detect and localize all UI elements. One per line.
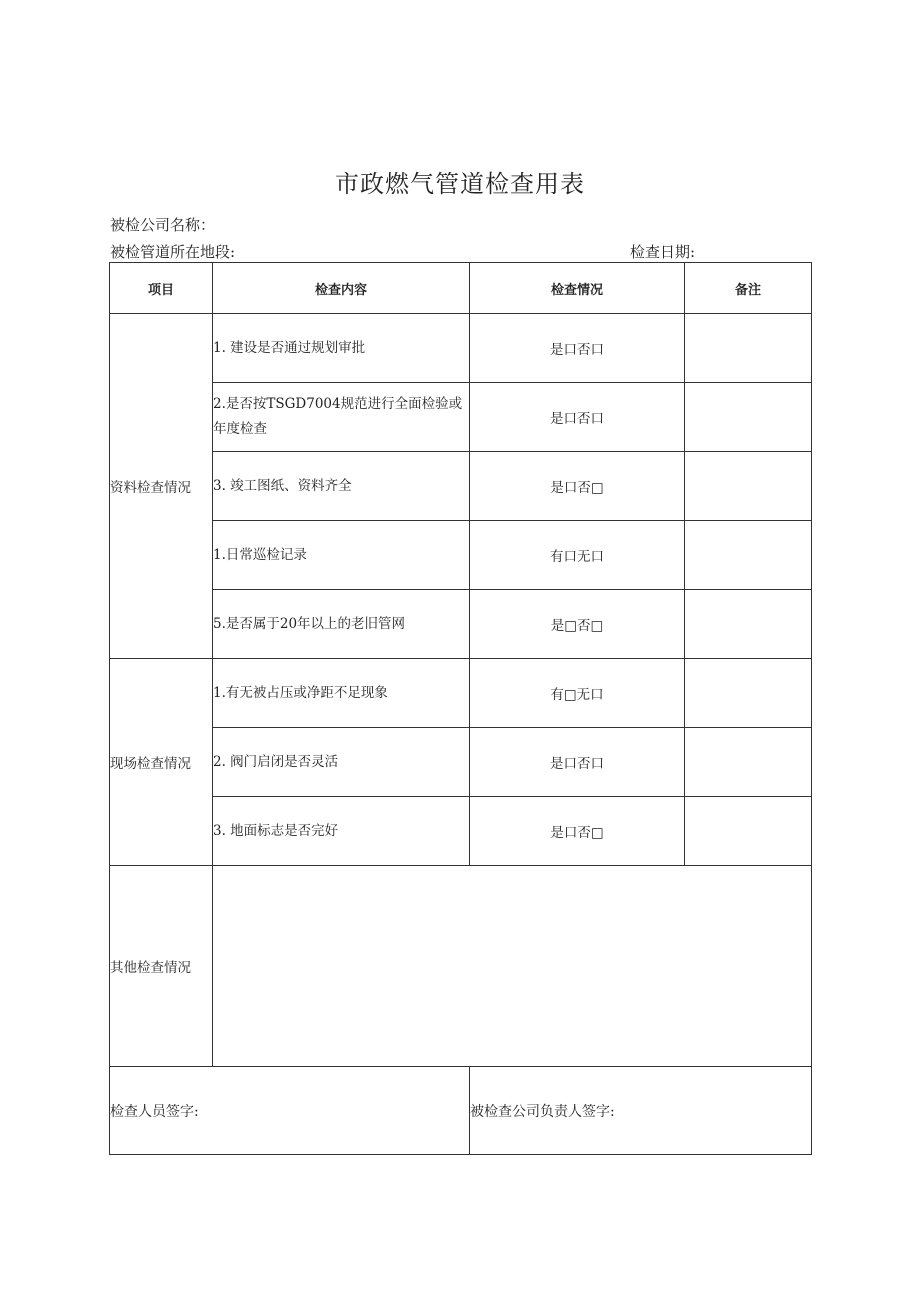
table-header-row bbox=[110, 263, 812, 314]
check-note[interactable] bbox=[685, 728, 812, 797]
header-note: 备注 bbox=[685, 263, 812, 314]
table-row bbox=[110, 797, 812, 866]
company-head-signature[interactable]: 被检查公司负责人签字: bbox=[470, 1067, 812, 1155]
check-status[interactable]: 是口否□ bbox=[470, 452, 685, 521]
signature-row bbox=[110, 1067, 812, 1155]
header-status: 检查情况 bbox=[470, 263, 685, 314]
pipeline-location-label: 被检管道所在地段: bbox=[110, 243, 236, 261]
table-row bbox=[110, 452, 812, 521]
table-row bbox=[110, 383, 812, 452]
category-other-check: 其他检查情况 bbox=[110, 866, 213, 1067]
check-note[interactable] bbox=[685, 590, 812, 659]
check-status[interactable]: 有口无口 bbox=[470, 521, 685, 590]
check-content: 1.日常巡检记录 bbox=[213, 521, 470, 590]
check-status[interactable]: 是口否口 bbox=[470, 314, 685, 383]
check-content: 2. 阀门启闭是否灵活 bbox=[213, 728, 470, 797]
table-row bbox=[110, 521, 812, 590]
inspector-signature[interactable]: 检查人员签字: bbox=[110, 1067, 470, 1155]
other-check-content[interactable] bbox=[213, 866, 812, 1067]
check-content: 3. 竣工图纸、资料齐全 bbox=[213, 452, 470, 521]
header-item: 项目 bbox=[110, 263, 213, 314]
inspection-date-label: 检查日期: bbox=[630, 243, 696, 261]
table-row bbox=[110, 728, 812, 797]
check-note[interactable] bbox=[685, 521, 812, 590]
check-status[interactable]: 是口否口 bbox=[470, 383, 685, 452]
check-note[interactable] bbox=[685, 314, 812, 383]
table-row bbox=[110, 314, 812, 383]
table-row bbox=[110, 590, 812, 659]
check-content: 1. 建设是否通过规划审批 bbox=[213, 314, 470, 383]
inspection-table bbox=[109, 262, 812, 1155]
header-content: 检查内容 bbox=[213, 263, 470, 314]
table-row bbox=[110, 659, 812, 728]
check-note[interactable] bbox=[685, 797, 812, 866]
check-content: 1.有无被占压或净距不足现象 bbox=[213, 659, 470, 728]
check-note[interactable] bbox=[685, 383, 812, 452]
check-status[interactable]: 有□无口 bbox=[470, 659, 685, 728]
check-content: 3. 地面标志是否完好 bbox=[213, 797, 470, 866]
category-site-check: 现场检查情况 bbox=[110, 659, 213, 866]
check-status[interactable]: 是口否□ bbox=[470, 797, 685, 866]
check-content: 2.是否按TSGD7004规范进行全面检验或年度检查 bbox=[213, 383, 470, 452]
check-note[interactable] bbox=[685, 452, 812, 521]
check-status[interactable]: 是□否□ bbox=[470, 590, 685, 659]
table-row-other bbox=[110, 866, 812, 1067]
check-note[interactable] bbox=[685, 659, 812, 728]
category-document-check: 资料检查情况 bbox=[110, 314, 213, 659]
company-name-label: 被检公司名称： bbox=[110, 216, 216, 234]
check-content: 5.是否属于20年以上的老旧管网 bbox=[213, 590, 470, 659]
check-status[interactable]: 是口否口 bbox=[470, 728, 685, 797]
page-title: 市政燃气管道检查用表 bbox=[335, 170, 585, 198]
